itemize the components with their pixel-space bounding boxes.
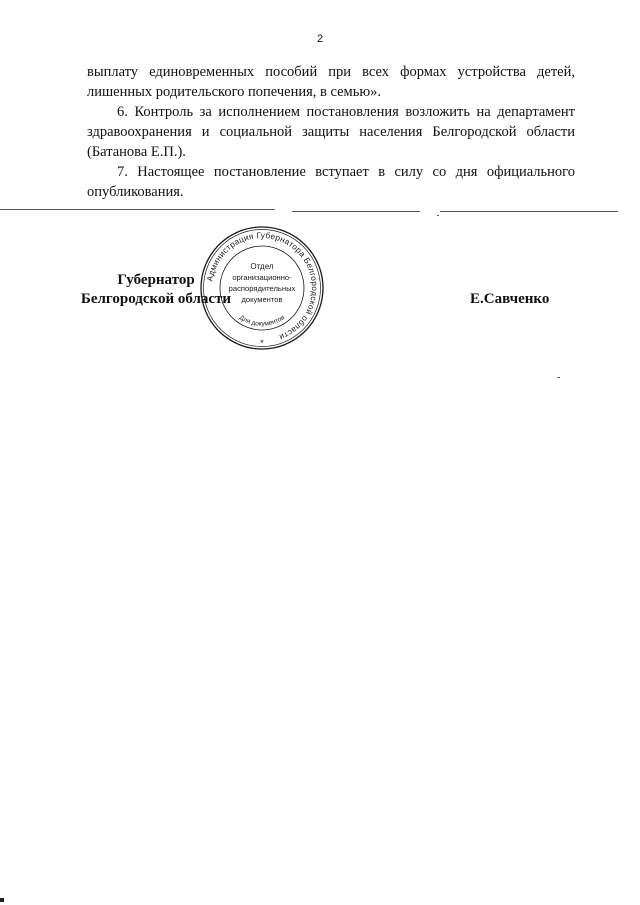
document-body xyxy=(87,62,575,202)
text-line: 6. Контроль за исполнением постановления возложить на департамент xyxy=(117,104,575,120)
separator-line xyxy=(0,209,275,210)
paragraph-continuation xyxy=(87,62,575,102)
stamp-line: организационно- xyxy=(232,273,292,282)
separator-line xyxy=(440,211,618,212)
signature-title-line1: Губернатор xyxy=(117,272,195,288)
signature-title-line2: Белгородской области xyxy=(80,291,232,307)
paragraph-6-cont xyxy=(87,122,575,162)
stamp-star: * xyxy=(260,338,264,348)
paragraph-7 xyxy=(87,162,575,182)
stamp-line: документов xyxy=(241,295,283,304)
paragraph-7-cont xyxy=(87,182,575,202)
separator-line xyxy=(292,211,420,212)
stamp-bottom-text: Для документов xyxy=(237,314,287,328)
text-line: (Батанова Е.П.). xyxy=(87,144,186,160)
paragraph-6 xyxy=(87,102,575,122)
stamp-line: распорядительных xyxy=(228,284,296,293)
svg-text:Для документов xyxy=(238,314,287,328)
text-line: опубликования. xyxy=(87,184,184,200)
scan-edge-mark xyxy=(0,898,4,902)
stamp-line: Отдел xyxy=(250,262,274,271)
scan-speck xyxy=(557,377,560,378)
text-line: лишенных родительского попечения, в семью». xyxy=(87,84,382,100)
text-line: здравоохранения и социальной защиты населения Белгородской области xyxy=(87,124,575,140)
text-line: 7. Настоящее постановление вступает в силу со дня официального xyxy=(117,164,575,180)
scan-speck xyxy=(437,215,439,216)
text-line: выплату единовременных пособий при всех формах устройства детей, xyxy=(87,64,575,80)
official-stamp-icon xyxy=(199,225,325,351)
page-number: 2 xyxy=(316,33,324,45)
stamp-ring-text: Администрация Губернатора Белгородской области xyxy=(205,230,320,342)
signatory-name: Е.Савченко xyxy=(470,291,550,307)
